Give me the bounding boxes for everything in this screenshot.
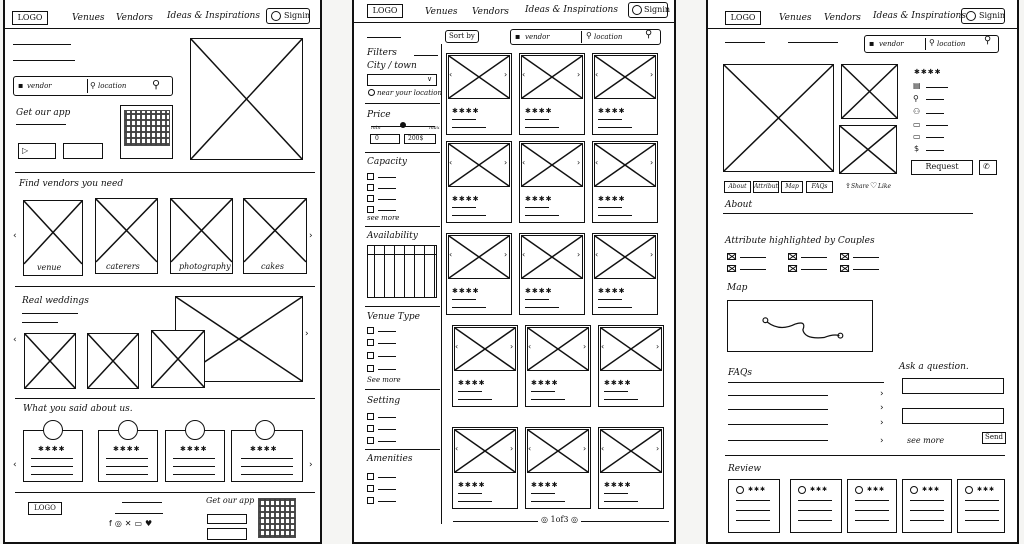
avatar	[43, 420, 63, 440]
map-embed[interactable]	[727, 300, 873, 352]
venue-type-checkbox[interactable]	[367, 365, 374, 372]
listing-page-wireframe	[352, 0, 676, 544]
filters-heading: Filters	[367, 48, 397, 58]
card-prev-arrow[interactable]: ‹	[595, 158, 599, 167]
app-store-button[interactable]	[63, 143, 103, 159]
listing-card-image	[594, 55, 656, 99]
location-icon: ⚲	[913, 94, 919, 103]
capacity-checkbox[interactable]	[367, 184, 374, 191]
about-heading: About	[725, 200, 753, 210]
listing-card-image	[454, 429, 516, 473]
attribute-icon	[840, 265, 849, 272]
search-vendor-field[interactable]: vendor	[525, 33, 550, 41]
availability-calendar[interactable]	[367, 245, 437, 298]
rating: ✱✱✱✱	[531, 481, 559, 489]
faqs-heading: FAQs	[728, 368, 752, 378]
rating: ✱✱✱✱	[604, 379, 632, 387]
logo[interactable]: LOGO	[12, 11, 48, 25]
rating: ✱✱✱✱	[525, 107, 553, 115]
nav-vendors[interactable]: Vendors	[472, 7, 509, 17]
nav-ideas[interactable]: Ideas & Inspirations	[525, 5, 618, 15]
nav-vendors[interactable]: Vendors	[116, 13, 153, 23]
listing-card-image	[600, 429, 662, 473]
signin-button[interactable]: Signin	[266, 8, 310, 24]
real-weddings-heading: Real weddings	[22, 296, 89, 306]
venue-type-checkbox[interactable]	[367, 327, 374, 334]
attribute-icon	[727, 253, 736, 260]
card-next-arrow[interactable]: ›	[656, 342, 660, 351]
app-promo-card	[120, 105, 173, 159]
nav-vendors[interactable]: Vendors	[824, 13, 861, 23]
rating: ✱✱✱✱	[525, 287, 553, 295]
capacity-checkbox[interactable]	[367, 173, 374, 180]
footer-qr-code	[258, 498, 296, 538]
send-button[interactable]: Send	[982, 432, 1006, 444]
tab-about[interactable]: About	[724, 181, 751, 193]
search-icon[interactable]: ⚲	[984, 35, 992, 46]
rating: ✱✱✱✱	[113, 445, 141, 453]
tab-attributes[interactable]: Attribut	[753, 181, 779, 193]
list-icon: ▭	[913, 120, 921, 129]
price-max-input[interactable]: 200$	[404, 134, 436, 144]
carousel-left[interactable]: ‹	[13, 231, 17, 241]
ask-question-heading: Ask a question.	[899, 362, 969, 372]
logo[interactable]: LOGO	[725, 11, 761, 25]
category-label: caterers	[106, 262, 140, 271]
map-heading: Map	[727, 283, 748, 293]
grid-icon: ▪	[869, 39, 875, 48]
nav-venues[interactable]: Venues	[72, 13, 105, 23]
card-next-arrow[interactable]: ›	[577, 70, 581, 79]
near-location-label: near your location	[377, 89, 442, 97]
share-label[interactable]: Share	[851, 183, 869, 190]
avatar	[185, 420, 205, 440]
category-label: venue	[37, 263, 62, 272]
card-prev-arrow[interactable]: ‹	[522, 158, 526, 167]
rating: ✱✱✱	[748, 486, 767, 493]
attributes-heading: Attribute highlighted by Couples	[725, 236, 875, 246]
footer-logo[interactable]: LOGO	[28, 502, 62, 515]
setting-checkbox[interactable]	[367, 413, 374, 420]
rating: ✱✱✱✱	[250, 445, 278, 453]
rating: ✱✱✱✱	[598, 107, 626, 115]
capacity-checkbox[interactable]	[367, 195, 374, 202]
grid-icon: ▪	[18, 81, 24, 90]
card-next-arrow[interactable]: ›	[650, 158, 654, 167]
reviewer-avatar	[736, 486, 744, 494]
footer-get-app-label: Get our app	[206, 496, 255, 505]
share-icon[interactable]: ⇪	[845, 182, 851, 190]
rating: ✱✱✱✱	[914, 68, 942, 76]
footer-app-store-button[interactable]	[207, 528, 247, 540]
signin-button[interactable]: Signin	[628, 2, 668, 18]
search-location-field[interactable]: location	[594, 33, 623, 41]
price-heading: Price	[367, 110, 391, 120]
rating: ✱✱✱✱	[452, 107, 480, 115]
card-next-arrow[interactable]: ›	[583, 444, 587, 453]
vendor-detail-wireframe	[706, 0, 1019, 544]
review-heading: Review	[728, 464, 762, 474]
setting-checkbox[interactable]	[367, 437, 374, 444]
price-min-label: min	[371, 125, 381, 131]
price-slider-handle[interactable]	[400, 122, 406, 128]
find-vendors-heading: Find vendors you need	[19, 179, 124, 189]
listing-card-image	[527, 429, 589, 473]
weddings-right[interactable]: ›	[305, 329, 309, 339]
card-prev-arrow[interactable]: ‹	[601, 444, 605, 453]
wedding-card[interactable]	[24, 333, 76, 389]
card-prev-arrow[interactable]: ‹	[455, 444, 459, 453]
capacity-see-more[interactable]: see more	[367, 214, 400, 222]
card-next-arrow[interactable]: ›	[510, 342, 514, 351]
setting-checkbox[interactable]	[367, 425, 374, 432]
card-next-arrow[interactable]: ›	[504, 70, 508, 79]
location-pin-icon: ⚲	[90, 81, 96, 90]
listing-card-image	[600, 327, 662, 371]
rating: ✱✱✱✱	[452, 195, 480, 203]
testimonials-left[interactable]: ‹	[13, 460, 17, 470]
rating: ✱✱✱	[977, 486, 996, 493]
signin-button[interactable]: Signin	[961, 8, 1005, 24]
gallery-thumb-image[interactable]	[839, 125, 897, 174]
play-icon: ▷	[22, 146, 29, 155]
carousel-right[interactable]: ›	[309, 231, 313, 241]
nav-venues[interactable]: Venues	[425, 7, 458, 17]
card-prev-arrow[interactable]: ‹	[601, 342, 605, 351]
card-next-arrow[interactable]: ›	[577, 158, 581, 167]
listing-card-image	[594, 235, 656, 279]
gallery-main-image[interactable]	[723, 64, 834, 172]
listing-card-image	[521, 235, 583, 279]
rating: ✱✱✱✱	[604, 481, 632, 489]
sort-by-button[interactable]: Sort by	[445, 30, 479, 43]
setting-heading: Setting	[367, 396, 401, 406]
faq-expand-icon[interactable]: ›	[880, 389, 884, 399]
card-next-arrow[interactable]: ›	[504, 250, 508, 259]
near-location-radio[interactable]	[368, 89, 375, 96]
card-prev-arrow[interactable]: ‹	[449, 250, 453, 259]
rating: ✱✱✱✱	[458, 379, 486, 387]
amenities-checkbox[interactable]	[367, 497, 374, 504]
rating: ✱✱✱✱	[458, 481, 486, 489]
rating: ✱✱✱✱	[598, 287, 626, 295]
listing-card-image	[521, 55, 583, 99]
card-prev-arrow[interactable]: ‹	[449, 70, 453, 79]
rating: ✱✱✱✱	[598, 195, 626, 203]
card-next-arrow[interactable]: ›	[650, 70, 654, 79]
card-next-arrow[interactable]: ›	[583, 342, 587, 351]
card-prev-arrow[interactable]: ‹	[528, 342, 532, 351]
city-label: City / town	[367, 61, 417, 71]
rating: ✱✱✱✱	[452, 287, 480, 295]
pagination[interactable]: ◎ 1of3 ◎	[538, 516, 581, 524]
capacity-icon: ⚇	[913, 107, 921, 116]
rating: ✱✱✱	[810, 486, 829, 493]
card-prev-arrow[interactable]: ‹	[528, 444, 532, 453]
request-button[interactable]: Request	[911, 160, 973, 175]
checklist-icon: ▭	[913, 132, 921, 141]
rating: ✱✱✱✱	[180, 445, 208, 453]
attribute-icon	[788, 253, 797, 260]
rating: ✱✱✱✱	[38, 445, 66, 453]
nav-ideas[interactable]: Ideas & Inspirations	[167, 11, 260, 21]
search-location-field[interactable]: location	[98, 82, 127, 90]
amenities-heading: Amenities	[367, 454, 413, 464]
amenities-checkbox[interactable]	[367, 473, 374, 480]
weddings-left[interactable]: ‹	[13, 335, 17, 345]
logo[interactable]: LOGO	[367, 4, 403, 18]
card-prev-arrow[interactable]: ‹	[449, 158, 453, 167]
venue-type-heading: Venue Type	[367, 312, 420, 322]
faq-expand-icon[interactable]: ›	[880, 436, 884, 446]
avatar	[255, 420, 275, 440]
footer-play-store-button[interactable]	[207, 514, 247, 524]
search-vendor-field[interactable]: vendor	[879, 40, 904, 48]
listing-card-image	[594, 143, 656, 187]
get-app-label: Get our app	[16, 108, 71, 118]
card-next-arrow[interactable]: ›	[510, 444, 514, 453]
capacity-heading: Capacity	[367, 157, 407, 167]
user-icon	[966, 11, 976, 21]
reviewer-avatar	[965, 486, 973, 494]
attribute-icon	[727, 265, 736, 272]
listing-card-image	[454, 327, 516, 371]
capacity-checkbox[interactable]	[367, 206, 374, 213]
rating: ✱✱✱✱	[525, 195, 553, 203]
phone-icon: ✆	[983, 162, 990, 171]
category-label: cakes	[261, 262, 284, 271]
location-pin-icon: ⚲	[586, 31, 592, 40]
attribute-icon	[840, 253, 849, 260]
card-next-arrow[interactable]: ›	[650, 250, 654, 259]
card-prev-arrow[interactable]: ‹	[595, 250, 599, 259]
ask-name-input[interactable]	[902, 378, 1004, 394]
listing-card-image	[448, 235, 510, 279]
faqs-see-more[interactable]: see more	[907, 436, 945, 445]
search-icon[interactable]: ⚲	[152, 78, 161, 91]
category-label: photography	[179, 262, 231, 271]
card-prev-arrow[interactable]: ‹	[595, 70, 599, 79]
attribute-icon	[788, 265, 797, 272]
card-next-arrow[interactable]: ›	[504, 158, 508, 167]
heart-icon[interactable]: ♡	[870, 181, 878, 190]
user-icon	[632, 5, 642, 15]
grid-icon: ▪	[515, 32, 521, 41]
amenities-checkbox[interactable]	[367, 485, 374, 492]
hero-image	[190, 38, 303, 160]
nav-ideas[interactable]: Ideas & Inspirations	[873, 11, 966, 21]
faq-expand-icon[interactable]: ›	[880, 403, 884, 413]
card-next-arrow[interactable]: ›	[656, 444, 660, 453]
availability-heading: Availability	[367, 231, 418, 241]
user-icon	[271, 11, 281, 21]
card-prev-arrow[interactable]: ‹	[522, 250, 526, 259]
reviewer-avatar	[855, 486, 863, 494]
testimonials-right[interactable]: ›	[309, 460, 313, 470]
listing-card-image	[521, 143, 583, 187]
search-location-field[interactable]: location	[937, 40, 966, 48]
gallery-thumb-image[interactable]	[841, 64, 898, 119]
price-icon: $	[914, 144, 920, 153]
rating: ✱✱✱	[867, 486, 886, 493]
reviewer-avatar	[798, 486, 806, 494]
venue-type-checkbox[interactable]	[367, 339, 374, 346]
calendar-icon: ▤	[913, 81, 921, 90]
faq-expand-icon[interactable]: ›	[880, 418, 884, 428]
social-icons[interactable]: f◎✕▭♥	[109, 519, 156, 528]
venue-type-see-more[interactable]: See more	[367, 376, 401, 384]
pagination-label: 1of3	[550, 515, 569, 524]
listing-card-image	[448, 55, 510, 99]
card-prev-arrow[interactable]: ‹	[455, 342, 459, 351]
ask-email-input[interactable]	[902, 408, 1004, 424]
rating: ✱✱✱✱	[531, 379, 559, 387]
card-next-arrow[interactable]: ›	[577, 250, 581, 259]
reviewer-avatar	[910, 486, 918, 494]
card-prev-arrow[interactable]: ‹	[522, 70, 526, 79]
tab-faqs[interactable]: FAQs	[806, 181, 833, 193]
tab-map[interactable]: Map	[781, 181, 803, 193]
search-icon[interactable]: ⚲	[645, 29, 653, 40]
price-min-input[interactable]: 0	[370, 134, 400, 144]
avatar	[118, 420, 138, 440]
home-page-wireframe	[3, 0, 322, 544]
like-label[interactable]: Like	[878, 183, 892, 190]
listing-card-image	[527, 327, 589, 371]
search-vendor-field[interactable]: vendor	[27, 82, 52, 90]
venue-type-checkbox[interactable]	[367, 352, 374, 359]
nav-venues[interactable]: Venues	[779, 13, 812, 23]
listing-card-image	[448, 143, 510, 187]
price-max-label: max	[429, 125, 440, 131]
wedding-card[interactable]	[151, 330, 205, 388]
location-pin-icon: ⚲	[929, 38, 935, 47]
rating: ✱✱✱	[922, 486, 941, 493]
wedding-card[interactable]	[87, 333, 139, 389]
chevron-down-icon: ∨	[427, 75, 433, 83]
testimonials-heading: What you said about us.	[23, 404, 133, 414]
